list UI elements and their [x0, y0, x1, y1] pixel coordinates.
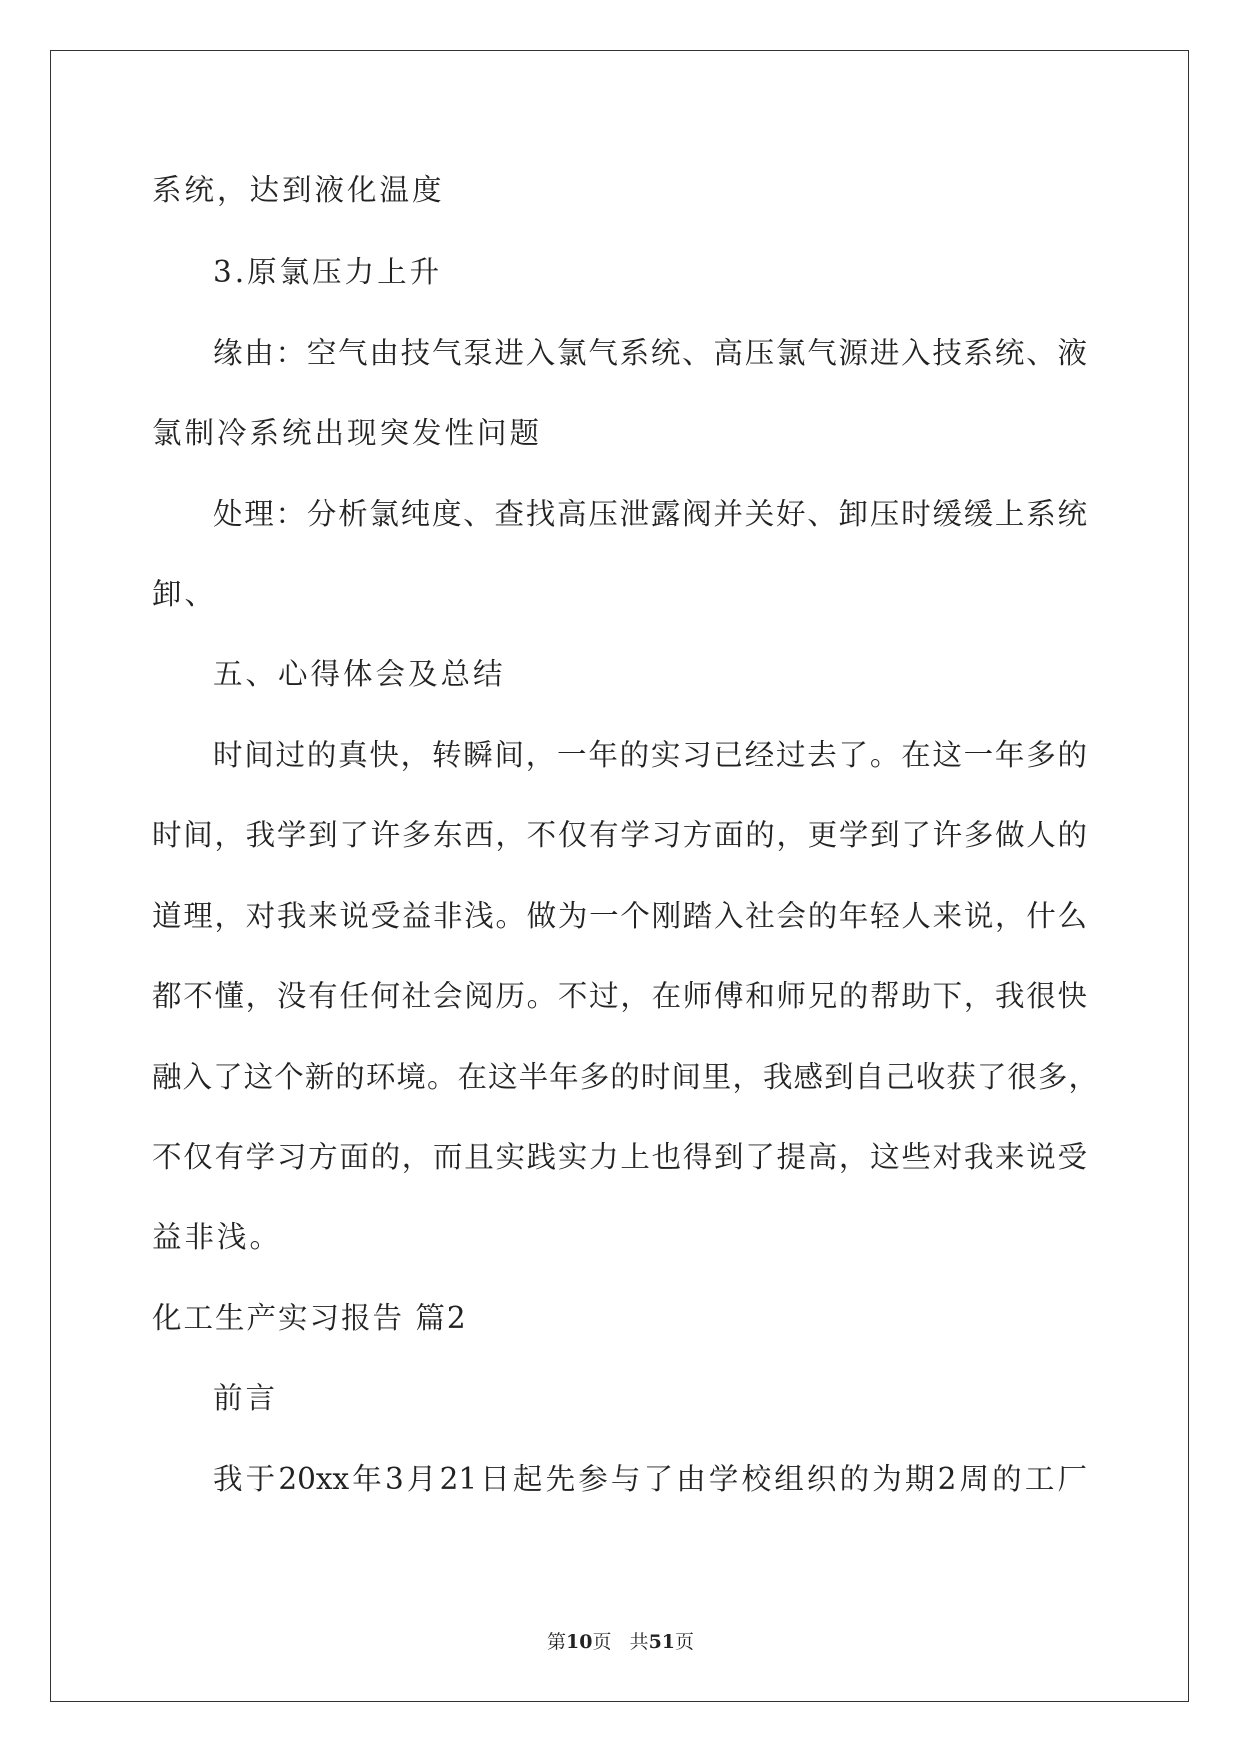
text-line: 不仅有学习方面的，而且实践实力上也得到了提高，这些对我来说受 — [152, 1140, 1087, 1174]
text-line: 时间，我学到了许多东西，不仅有学习方面的，更学到了许多做人的 — [152, 818, 1087, 852]
text-line: 都不懂，没有任何社会阅历。不过，在师傅和师兄的帮助下，我很快 — [152, 979, 1087, 1013]
text-line: 氯制冷系统出现突发性问题 — [152, 416, 543, 450]
footer-mid: 页 共 — [592, 1631, 649, 1653]
section-heading: 3.原氯压力上升 — [213, 255, 443, 289]
section-heading: 五、心得体会及总结 — [213, 657, 506, 691]
text-line: 道理，对我来说受益非浅。做为一个刚踏入社会的年轻人来说，什么 — [152, 899, 1087, 933]
footer-prefix: 第 — [546, 1631, 566, 1653]
footer-suffix: 页 — [675, 1631, 695, 1653]
page-frame — [50, 50, 1189, 1702]
text-line: 系统，达到液化温度 — [152, 173, 445, 207]
section-heading: 前言 — [213, 1381, 279, 1415]
text-line: 缘由：空气由技气泵进入氯气系统、高压氯气源进入技系统、液 — [213, 336, 1087, 370]
page-total: 51 — [648, 1631, 676, 1653]
text-line: 益非浅。 — [152, 1220, 283, 1254]
section-title: 化工生产实习报告 篇2 — [152, 1301, 468, 1335]
page-number: 10 — [565, 1631, 593, 1653]
text-line: 时间过的真快，转瞬间，一年的实习已经过去了。在这一年多的 — [213, 738, 1087, 772]
text-line: 我于20xx年3月21日起先参与了由学校组织的为期2周的工厂 — [213, 1462, 1087, 1496]
text-line: 卸、 — [152, 577, 218, 611]
text-line: 融入了这个新的环境。在这半年多的时间里，我感到自己收获了很多， — [152, 1060, 1098, 1094]
page-footer — [0, 1627, 1241, 1654]
text-line: 处理：分析氯纯度、查找高压泄露阀并关好、卸压时缓缓上系统 — [213, 497, 1087, 531]
